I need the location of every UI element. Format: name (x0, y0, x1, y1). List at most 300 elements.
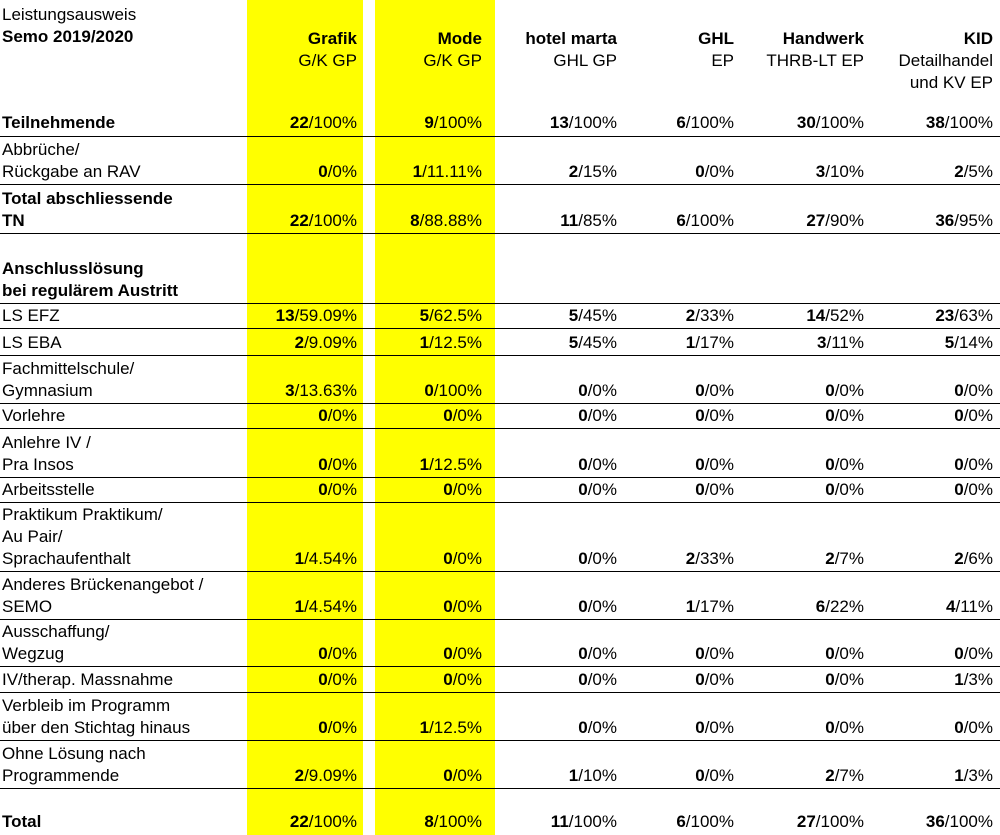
percent-value: 0% (457, 549, 482, 568)
percent-value: 0% (709, 718, 734, 737)
value-cell (816, 596, 864, 618)
percent-value: 7% (839, 549, 864, 568)
percent-value: 0% (709, 670, 734, 689)
count-value: 0 (825, 455, 835, 474)
count-value: 0 (318, 162, 328, 181)
value-cell (954, 643, 993, 665)
column-header (525, 28, 617, 72)
value-cell (551, 811, 617, 833)
percent-value: 0% (457, 597, 482, 616)
value-separator: / (419, 211, 425, 230)
row-label-line: TN (2, 211, 25, 230)
percent-value: 12.5% (433, 333, 482, 352)
value-separator: / (429, 306, 434, 325)
row-label (2, 305, 60, 327)
row-label-line: Abbrüche/ (2, 140, 80, 159)
value-separator: / (834, 455, 840, 474)
value-separator: / (304, 766, 309, 785)
column-header-subtitle: THRB-LT EP (766, 51, 864, 70)
percent-value: 0% (457, 766, 482, 785)
row-label-line: Fachmittelschule/ (2, 359, 135, 378)
value-separator: / (963, 644, 969, 663)
percent-value: 0% (592, 406, 617, 425)
column-header (298, 28, 357, 72)
row-label-line: Praktikum Praktikum/ (2, 505, 163, 524)
value-cell (825, 380, 864, 402)
value-cell (420, 305, 482, 327)
value-separator: / (587, 455, 593, 474)
value-separator: / (834, 381, 840, 400)
percent-value: 12.5% (433, 718, 482, 737)
value-separator: / (578, 306, 583, 325)
percent-value: 100% (438, 812, 482, 831)
value-cell (290, 210, 357, 232)
value-separator: / (327, 718, 333, 737)
value-separator: / (578, 162, 583, 181)
count-value: 5 (568, 333, 579, 352)
count-value: 0 (825, 406, 835, 425)
value-cell (569, 765, 617, 787)
count-value: 1 (685, 333, 696, 352)
value-cell (686, 548, 734, 570)
percent-value: 13.63% (299, 381, 357, 400)
value-cell (825, 479, 864, 501)
value-cell (569, 332, 617, 354)
column-header-subtitle: und KV EP (909, 73, 993, 92)
count-value: 27 (796, 812, 816, 831)
count-value: 22 (289, 211, 309, 230)
value-cell (285, 380, 357, 402)
count-value: 0 (954, 381, 964, 400)
value-separator: / (825, 162, 830, 181)
value-cell (686, 596, 734, 618)
count-value: 2 (685, 549, 696, 568)
row-label (2, 432, 91, 476)
column-header-name: GHL (698, 29, 734, 48)
row-label (2, 258, 178, 302)
row-label (2, 188, 173, 232)
value-separator: / (704, 480, 710, 499)
percent-value: 4.54% (308, 597, 357, 616)
value-cell (295, 332, 357, 354)
percent-value: 0% (592, 549, 617, 568)
count-value: 0 (695, 455, 705, 474)
percent-value: 0% (457, 480, 482, 499)
percent-value: 0% (592, 455, 617, 474)
value-cell (797, 112, 864, 134)
count-value: 0 (954, 718, 964, 737)
row-label-line: Total abschliessende (2, 189, 173, 208)
percent-value: 7% (839, 766, 864, 785)
percent-value: 33% (699, 306, 734, 325)
count-value: 2 (685, 306, 696, 325)
value-separator: / (587, 381, 593, 400)
percent-value: 100% (438, 113, 482, 132)
value-cell (295, 596, 357, 618)
count-value: 2 (825, 766, 835, 785)
row-label (2, 332, 62, 354)
count-value: 1 (419, 455, 430, 474)
count-value: 0 (443, 406, 453, 425)
table-row (0, 502, 1000, 572)
percent-value: 100% (690, 211, 734, 230)
row-label-line: Verbleib im Programm (2, 696, 171, 715)
value-cell (825, 405, 864, 427)
count-value: 5 (568, 306, 579, 325)
value-separator: / (955, 597, 961, 616)
value-separator: / (695, 333, 700, 352)
value-cell (443, 405, 482, 427)
count-value: 5 (419, 306, 430, 325)
count-value: 2 (568, 162, 579, 181)
column-header-name: KID (963, 29, 993, 48)
value-separator: / (954, 333, 959, 352)
value-cell (825, 643, 864, 665)
percent-value: 100% (820, 113, 864, 132)
value-separator: / (422, 162, 427, 181)
percent-value: 0% (968, 718, 993, 737)
value-separator: / (452, 766, 458, 785)
row-label (2, 743, 146, 787)
count-value: 0 (578, 597, 588, 616)
percent-value: 85% (582, 211, 617, 230)
count-value: 0 (695, 480, 705, 499)
row-label-line: Anlehre IV / (2, 433, 91, 452)
count-value: 2 (294, 766, 305, 785)
value-cell (420, 332, 482, 354)
column-header-name: Grafik (307, 29, 357, 48)
percent-value: 0% (839, 480, 864, 499)
row-label-line: Au Pair/ (2, 527, 63, 546)
column-header-name: hotel marta (525, 29, 617, 48)
value-cell (578, 643, 617, 665)
percent-value: 45% (582, 306, 617, 325)
percent-value: 0% (839, 381, 864, 400)
count-value: 0 (954, 406, 964, 425)
value-cell (676, 811, 734, 833)
row-label (2, 669, 173, 691)
count-value: 4 (946, 597, 956, 616)
table-row (0, 740, 1000, 789)
count-value: 0 (695, 718, 705, 737)
value-separator: / (327, 162, 333, 181)
count-value: 1 (685, 597, 696, 616)
percent-value: 0% (968, 455, 993, 474)
value-cell (695, 380, 734, 402)
value-cell (686, 305, 734, 327)
row-label-line: über den Stichtag hinaus (2, 718, 191, 737)
row-label (2, 479, 95, 501)
percent-value: 0% (839, 644, 864, 663)
count-value: 0 (318, 644, 328, 663)
value-cell (695, 161, 734, 183)
value-separator: / (704, 162, 710, 181)
value-cell (295, 765, 357, 787)
count-value: 0 (318, 455, 328, 474)
value-separator: / (685, 113, 691, 132)
percent-value: 9.09% (308, 766, 357, 785)
count-value: 2 (825, 549, 835, 568)
percent-value: 0% (592, 644, 617, 663)
count-value: 1 (419, 333, 430, 352)
value-cell (825, 765, 864, 787)
percent-value: 17% (699, 333, 734, 352)
column-header (766, 28, 864, 72)
percent-value: 100% (690, 812, 734, 831)
percent-value: 0% (709, 162, 734, 181)
count-value: 0 (443, 766, 453, 785)
percent-value: 17% (699, 597, 734, 616)
value-cell (926, 112, 993, 134)
percent-value: 14% (958, 333, 993, 352)
row-label (2, 574, 203, 618)
value-separator: / (452, 670, 458, 689)
value-cell (945, 332, 993, 354)
count-value: 0 (578, 670, 588, 689)
percent-value: 33% (699, 549, 734, 568)
value-cell (420, 454, 482, 476)
count-value: 5 (944, 333, 955, 352)
value-cell (825, 548, 864, 570)
percent-value: 0% (709, 480, 734, 499)
count-value: 1 (294, 597, 305, 616)
percent-value: 6% (968, 549, 993, 568)
percent-value: 4.54% (308, 549, 357, 568)
column-header (898, 28, 993, 94)
count-value: 11 (560, 211, 579, 230)
value-separator: / (433, 381, 439, 400)
value-cell (550, 112, 617, 134)
value-cell (578, 479, 617, 501)
percent-value: 11% (960, 597, 993, 616)
row-label-line: Ohne Lösung nach (2, 744, 146, 763)
value-separator: / (963, 406, 969, 425)
percent-value: 95% (958, 211, 993, 230)
value-separator: / (704, 644, 710, 663)
value-separator: / (429, 333, 434, 352)
value-separator: / (578, 211, 583, 230)
value-cell (578, 380, 617, 402)
percent-value: 0% (457, 644, 482, 663)
percent-value: 10% (829, 162, 864, 181)
percent-value: 0% (457, 670, 482, 689)
value-cell (443, 765, 482, 787)
percent-value: 0% (457, 406, 482, 425)
value-separator: / (826, 333, 832, 352)
value-separator: / (963, 162, 969, 181)
value-cell (443, 669, 482, 691)
percent-value: 100% (820, 812, 864, 831)
percent-value: 0% (332, 162, 357, 181)
value-separator: / (308, 113, 314, 132)
row-label-line: Teilnehmende (2, 113, 116, 132)
value-cell (578, 405, 617, 427)
percent-value: 100% (573, 113, 617, 132)
value-separator: / (294, 381, 300, 400)
value-separator: / (587, 480, 593, 499)
percent-value: 0% (332, 480, 357, 499)
value-separator: / (944, 113, 950, 132)
row-label-line: LS EFZ (2, 306, 60, 325)
count-value: 0 (443, 597, 453, 616)
row-label (2, 112, 115, 134)
count-value: 0 (318, 670, 328, 689)
percent-value: 9.09% (308, 333, 357, 352)
count-value: 0 (695, 162, 705, 181)
count-value: 0 (443, 644, 453, 663)
value-separator: / (834, 549, 840, 568)
count-value: 9 (424, 113, 434, 132)
value-separator: / (304, 597, 309, 616)
value-separator: / (578, 766, 583, 785)
count-value: 0 (695, 766, 705, 785)
row-label (2, 695, 190, 739)
count-value: 3 (285, 381, 295, 400)
value-separator: / (704, 381, 710, 400)
row-label-line: Rückgabe an RAV (2, 162, 141, 181)
count-value: 0 (578, 549, 588, 568)
row-label-line: Vorlehre (2, 406, 66, 425)
value-separator: / (327, 480, 333, 499)
percent-value: 0% (968, 381, 993, 400)
percent-value: 100% (949, 113, 993, 132)
value-separator: / (963, 480, 969, 499)
count-value: 2 (294, 333, 305, 352)
percent-value: 3% (968, 670, 993, 689)
percent-value: 0% (968, 480, 993, 499)
value-cell (935, 210, 993, 232)
value-separator: / (587, 549, 593, 568)
percent-value: 0% (709, 381, 734, 400)
percent-value: 0% (592, 718, 617, 737)
value-cell (926, 811, 993, 833)
count-value: 0 (318, 718, 328, 737)
table-row (0, 355, 1000, 404)
percent-value: 63% (958, 306, 993, 325)
table-row (0, 619, 1000, 667)
column-header-subtitle: GHL GP (553, 51, 617, 70)
row-label-line: LS EBA (2, 333, 62, 352)
row-label-line: Arbeitsstelle (2, 480, 95, 499)
row-label (2, 405, 65, 427)
value-cell (290, 811, 357, 833)
table-row (0, 403, 1000, 429)
value-separator: / (433, 113, 439, 132)
column-header (698, 28, 734, 72)
table-row (0, 233, 1000, 304)
row-label (2, 811, 41, 833)
row-label-line: Wegzug (2, 644, 65, 663)
table-row (0, 328, 1000, 356)
percent-value: 3% (968, 766, 993, 785)
percent-value: 0% (332, 718, 357, 737)
value-cell (825, 717, 864, 739)
count-value: 3 (817, 333, 827, 352)
value-separator: / (815, 113, 821, 132)
count-value: 0 (825, 381, 835, 400)
value-separator: / (695, 306, 700, 325)
report-title-block (2, 4, 136, 48)
value-cell (954, 380, 993, 402)
percent-value: 100% (313, 812, 357, 831)
row-label-line: Pra Insos (2, 455, 74, 474)
value-cell (318, 643, 357, 665)
count-value: 13 (275, 306, 295, 325)
value-separator: / (834, 766, 840, 785)
value-separator: / (327, 455, 333, 474)
count-value: 0 (954, 480, 964, 499)
value-separator: / (308, 211, 314, 230)
report-subtitle: Semo 2019/2020 (2, 27, 134, 46)
count-value: 2 (954, 162, 964, 181)
value-cell (954, 161, 993, 183)
value-separator: / (834, 644, 840, 663)
value-separator: / (429, 718, 434, 737)
value-cell (954, 405, 993, 427)
value-separator: / (825, 306, 830, 325)
value-separator: / (452, 644, 458, 663)
count-value: 0 (578, 480, 588, 499)
count-value: 30 (796, 113, 816, 132)
percent-value: 0% (709, 766, 734, 785)
value-separator: / (834, 406, 840, 425)
value-cell (276, 305, 357, 327)
count-value: 8 (410, 211, 420, 230)
count-value: 0 (954, 644, 964, 663)
value-cell (318, 717, 357, 739)
table-row (0, 571, 1000, 620)
value-cell (318, 161, 357, 183)
percent-value: 62.5% (433, 306, 482, 325)
percent-value: 11% (831, 333, 864, 352)
value-separator: / (815, 812, 821, 831)
table-row (0, 136, 1000, 185)
value-cell (290, 112, 357, 134)
percent-value: 59.09% (299, 306, 357, 325)
percent-value: 22% (829, 597, 864, 616)
column-header-subtitle: G/K GP (298, 51, 357, 70)
value-separator: / (587, 644, 593, 663)
value-separator: / (963, 766, 969, 785)
value-separator: / (963, 549, 969, 568)
value-cell (318, 405, 357, 427)
value-separator: / (433, 812, 439, 831)
table-row (0, 428, 1000, 478)
value-cell (676, 210, 734, 232)
value-cell (569, 305, 617, 327)
value-separator: / (304, 333, 309, 352)
table-row (0, 477, 1000, 503)
value-separator: / (685, 211, 691, 230)
count-value: 0 (695, 644, 705, 663)
percent-value: 0% (709, 406, 734, 425)
value-separator: / (429, 455, 434, 474)
value-cell (424, 380, 482, 402)
count-value: 8 (424, 812, 434, 831)
value-cell (424, 811, 482, 833)
value-cell (569, 161, 617, 183)
percent-value: 0% (332, 670, 357, 689)
value-separator: / (704, 766, 710, 785)
value-cell (806, 305, 864, 327)
value-separator: / (452, 597, 458, 616)
count-value: 0 (443, 549, 453, 568)
percent-value: 0% (839, 406, 864, 425)
value-cell (946, 596, 993, 618)
value-separator: / (587, 670, 593, 689)
percent-value: 88.88% (424, 211, 482, 230)
table-row (0, 184, 1000, 234)
